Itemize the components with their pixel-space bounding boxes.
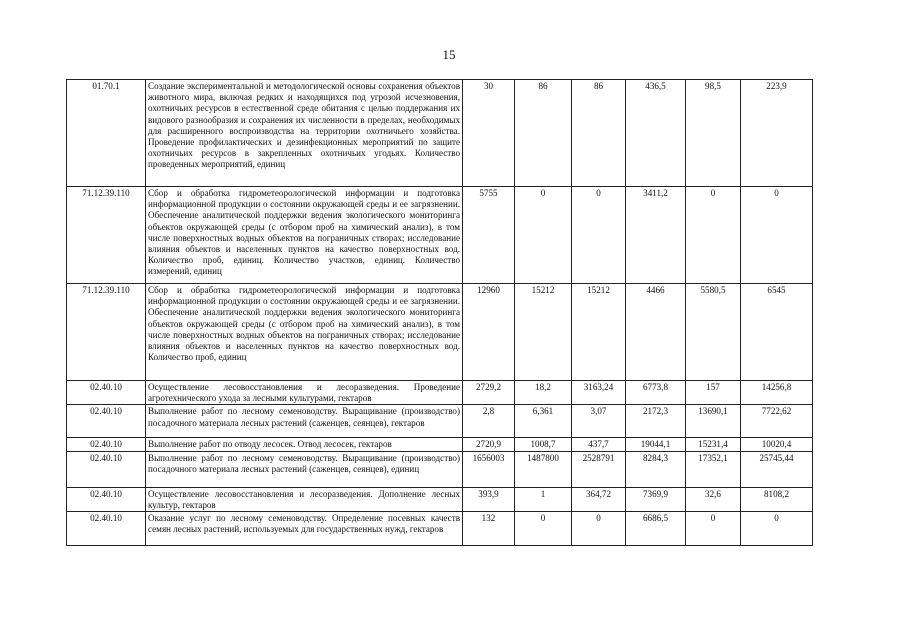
row-value: 0	[741, 187, 813, 284]
row-value: 132	[463, 512, 515, 546]
row-value: 8108,2	[741, 487, 813, 511]
row-value: 6773,8	[626, 381, 686, 405]
row-value: 0	[515, 512, 572, 546]
row-value: 0	[686, 187, 741, 284]
row-value: 32,6	[686, 487, 741, 511]
row-value: 18,2	[515, 381, 572, 405]
row-value: 6,361	[515, 405, 572, 438]
row-value: 0	[572, 187, 626, 284]
row-description: Создание экспериментальной и методологической основы сохранения объектов животного мира, включая редких и находящихся под угрозой исчезновения, охотничьих ресурсов в естественной среде обитания с целью поддержания их видового разнообразия и сохранения их численности в пределах, необходимых для расширенного воспроизводства на территории охотничьего хозяйства. Проведение профилактических и дезинфекционных мероприятий по защите охотничьих ресурсов в закрепленных охотничьих угодьях. Количество проведенных мероприятий, единиц	[146, 80, 463, 187]
row-value: 14256,8	[741, 381, 813, 405]
row-code: 02.40.10	[67, 451, 146, 487]
row-value: 13690,1	[686, 405, 741, 438]
row-value: 157	[686, 381, 741, 405]
row-code: 02.40.10	[67, 381, 146, 405]
row-value: 15212	[515, 284, 572, 381]
row-value: 19044,1	[626, 438, 686, 451]
row-value: 7369,9	[626, 487, 686, 511]
row-value: 86	[572, 80, 626, 187]
table-row	[67, 381, 813, 405]
row-value: 1	[515, 487, 572, 511]
row-code: 71.12.39.110	[67, 187, 146, 284]
row-description: Выполнение работ по лесному семеноводству. Выращивание (производство) посадочного материала лесных растений (саженцев, сеянцев), гектаров	[146, 405, 463, 438]
row-value: 98,5	[686, 80, 741, 187]
row-value: 86	[515, 80, 572, 187]
row-value: 0	[515, 187, 572, 284]
row-description: Выполнение работ по лесному семеноводству. Выращивание (производство) посадочного материала лесных растений (саженцев, сеянцев), единиц	[146, 451, 463, 487]
row-value: 437,7	[572, 438, 626, 451]
row-value: 17352,1	[686, 451, 741, 487]
row-description: Сбор и обработка гидрометеорологической информации и подготовка информационной продукции о состоянии окружающей среды и ее загрязнении. Обеспечение аналитической поддержки ведения экологического мониторинга объектов окружающей среды (с отбором проб на химический анализ), в том числе поверхностных водных объектов на пограничных створах; исследование влияния объектов и населенных пунктов на качество поверхностных вод. Количество проб, единиц	[146, 284, 463, 381]
row-code: 02.40.10	[67, 487, 146, 511]
row-value: 436,5	[626, 80, 686, 187]
row-value: 0	[686, 512, 741, 546]
row-code: 02.40.10	[67, 405, 146, 438]
table-row	[67, 451, 813, 487]
table-row	[67, 512, 813, 546]
row-value: 2720,9	[463, 438, 515, 451]
row-value: 8284,3	[626, 451, 686, 487]
row-value: 3,07	[572, 405, 626, 438]
row-code: 01.70.1	[67, 80, 146, 187]
row-value: 15212	[572, 284, 626, 381]
table-row	[67, 405, 813, 438]
table-row	[67, 80, 813, 187]
row-value: 12960	[463, 284, 515, 381]
row-value: 393,9	[463, 487, 515, 511]
row-description: Сбор и обработка гидрометеорологической информации и подготовка информационной продукции о состоянии окружающей среды и ее загрязнении. Обеспечение аналитической поддержки ведения экологического мониторинга объектов окружающей среды (с отбором проб на химический анализ), в том числе поверхностных водных объектов на пограничных створах; исследование влияния объектов и населенных пунктов на качество поверхностных вод. Количество проб, единиц. Количество участков, единиц. Количество измерений, единиц	[146, 187, 463, 284]
row-value: 0	[741, 512, 813, 546]
row-value: 1656003	[463, 451, 515, 487]
row-code: 71.12.39.110	[67, 284, 146, 381]
row-value: 1008,7	[515, 438, 572, 451]
row-code: 02.40.10	[67, 512, 146, 546]
row-value: 223,9	[741, 80, 813, 187]
row-value: 1487800	[515, 451, 572, 487]
table-row	[67, 487, 813, 511]
row-code: 02.40.10	[67, 438, 146, 451]
row-value: 10020,4	[741, 438, 813, 451]
services-table	[66, 79, 813, 546]
row-value: 3163,24	[572, 381, 626, 405]
row-value: 3411,2	[626, 187, 686, 284]
page-number: 15	[442, 47, 456, 62]
row-description: Осуществление лесовосстановления и лесоразведения. Дополнение лесных культур, гектаров	[146, 487, 463, 511]
row-value: 7722,62	[741, 405, 813, 438]
row-description: Оказание услуг по лесному семеноводству. Определение посевных качеств семян лесных растений, используемых для государственных нужд, гектаров	[146, 512, 463, 546]
row-description: Выполнение работ по отводу лесосек. Отвод лесосек, гектаров	[146, 438, 463, 451]
row-value: 6686,5	[626, 512, 686, 546]
table-body	[67, 80, 813, 546]
row-value: 30	[463, 80, 515, 187]
table-row	[67, 284, 813, 381]
row-value: 5755	[463, 187, 515, 284]
row-value: 4466	[626, 284, 686, 381]
table-row	[67, 187, 813, 284]
row-value: 25745,44	[741, 451, 813, 487]
row-value: 6545	[741, 284, 813, 381]
row-value: 2528791	[572, 451, 626, 487]
row-value: 5580,5	[686, 284, 741, 381]
row-value: 364,72	[572, 487, 626, 511]
row-value: 0	[572, 512, 626, 546]
row-value: 2,8	[463, 405, 515, 438]
row-value: 15231,4	[686, 438, 741, 451]
row-description: Осуществление лесовосстановления и лесоразведения. Проведение агротехнического ухода за лесными культурами, гектаров	[146, 381, 463, 405]
row-value: 2729,2	[463, 381, 515, 405]
table-row	[67, 438, 813, 451]
row-value: 2172,3	[626, 405, 686, 438]
